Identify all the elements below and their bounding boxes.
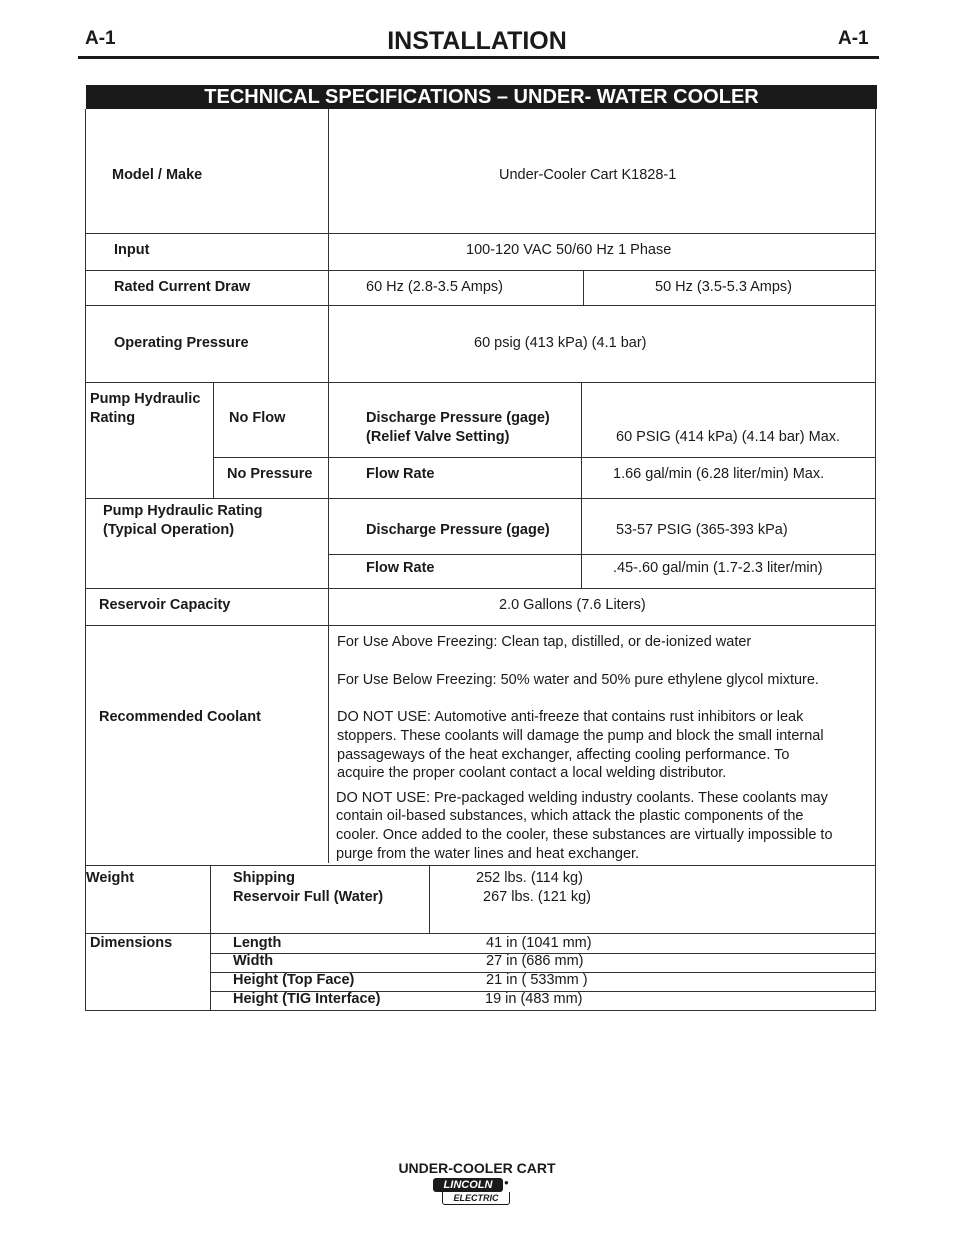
page-number-left: A-1: [85, 28, 116, 49]
flow-rate-typical-value: .45-.60 gal/min (1.7-2.3 liter/min): [613, 560, 823, 576]
no-pressure-label: No Pressure: [227, 466, 313, 482]
reservoir-full-value: 267 lbs. (121 kg): [483, 889, 592, 905]
reservoir-label: Reservoir Capacity: [99, 597, 231, 613]
coolant-note: stoppers. These coolants will damage the pump and block the small internal: [337, 728, 824, 744]
discharge-typical-value: 53-57 PSIG (365-393 kPa): [616, 522, 788, 538]
dimensions-label: Dimensions: [90, 935, 173, 951]
logo-top-text: LINCOLN: [433, 1178, 503, 1192]
pressure-label: Operating Pressure: [114, 335, 249, 351]
no-flow-value: 60 PSIG (414 kPa) (4.14 bar) Max.: [616, 429, 841, 445]
coolant-note: contain oil-based substances, which attack the plastic components of the: [336, 808, 804, 824]
page-title: INSTALLATION: [387, 27, 567, 55]
coolant-note: For Use Below Freezing: 50% water and 50% pure ethylene glycol mixture.: [337, 672, 819, 688]
current-60hz-value: 60 Hz (2.8-3.5 Amps): [366, 279, 503, 295]
discharge-typical-label: Discharge Pressure (gage): [366, 522, 550, 538]
input-label: Input: [114, 242, 150, 258]
current-label: Rated Current Draw: [114, 279, 251, 295]
input-value: 100-120 VAC 50/60 Hz 1 Phase: [466, 242, 672, 258]
pressure-value: 60 psig (413 kPa) (4.1 bar): [474, 335, 647, 351]
typical-label-line1: Pump Hydraulic Rating: [103, 503, 263, 519]
no-pressure-value: 1.66 gal/min (6.28 liter/min) Max.: [613, 466, 825, 482]
flow-rate-label: Flow Rate: [366, 466, 435, 482]
reservoir-full-label: Reservoir Full (Water): [233, 889, 384, 905]
shipping-value: 252 lbs. (114 kg): [476, 870, 583, 886]
page-number-right: A-1: [838, 28, 869, 49]
no-flow-label: No Flow: [229, 410, 286, 426]
discharge-relief-line1: Discharge Pressure (gage): [366, 410, 550, 426]
pump-rating-label-line1: Pump Hydraulic: [90, 391, 201, 407]
coolant-note: For Use Above Freezing: Clean tap, distilled, or de-ionized water: [337, 634, 752, 650]
dim-value: 21 in ( 533mm ): [486, 972, 588, 988]
current-50hz-value: 50 Hz (3.5-5.3 Amps): [655, 279, 792, 295]
weight-label: Weight: [86, 870, 135, 886]
dim-value: 41 in (1041 mm): [486, 935, 592, 951]
footer-product-name: UNDER-COOLER CART: [398, 1160, 556, 1176]
coolant-note: DO NOT USE: Automotive anti-freeze that contains rust inhibitors or leak: [337, 709, 804, 725]
model-value: Under-Cooler Cart K1828-1: [499, 167, 677, 183]
flow-rate-typical-label: Flow Rate: [366, 560, 435, 576]
dim-label: Height (Top Face): [233, 972, 355, 988]
coolant-note: purge from the water lines and heat exchanger.: [336, 846, 640, 862]
coolant-note: passageways of the heat exchanger, affecting cooling performance. To: [337, 747, 790, 763]
typical-label-line2: (Typical Operation): [103, 522, 235, 538]
shipping-label: Shipping: [233, 870, 296, 886]
dim-label: Height (TIG Interface): [233, 991, 381, 1007]
model-label: Model / Make: [112, 167, 203, 183]
section-banner: TECHNICAL SPECIFICATIONS – UNDER- WATER COOLER: [86, 85, 877, 109]
dim-label: Length: [233, 935, 282, 951]
header-rule: [78, 56, 879, 59]
logo-bottom-text: ELECTRIC: [442, 1192, 510, 1205]
coolant-note: acquire the proper coolant contact a local welding distributor.: [337, 765, 727, 781]
coolant-label: Recommended Coolant: [99, 709, 261, 725]
dim-value: 19 in (483 mm): [485, 991, 583, 1007]
coolant-note: cooler. Once added to the cooler, these substances are virtually impossible to: [336, 827, 833, 843]
dim-value: 27 in (686 mm): [486, 953, 584, 969]
lincoln-electric-logo: [433, 1178, 513, 1208]
reservoir-value: 2.0 Gallons (7.6 Liters): [499, 597, 646, 613]
coolant-note: DO NOT USE: Pre-packaged welding industry coolants. These coolants may: [336, 790, 828, 806]
dim-label: Width: [233, 953, 274, 969]
discharge-relief-line2: (Relief Valve Setting): [366, 429, 510, 445]
pump-rating-label-line2: Rating: [90, 410, 136, 426]
registered-mark: ●: [504, 1178, 509, 1187]
